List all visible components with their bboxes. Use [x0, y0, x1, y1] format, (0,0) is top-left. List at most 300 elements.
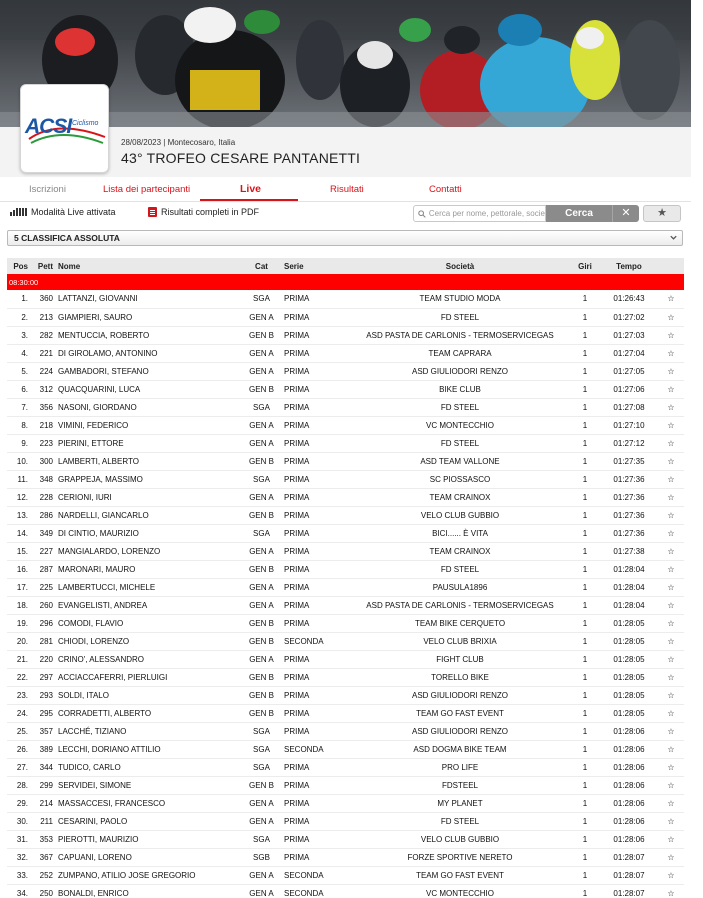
header-societa[interactable]: Società [350, 258, 570, 274]
tab-bar [0, 180, 691, 202]
cell-cat: GEN B [243, 614, 280, 632]
chevron-down-icon [669, 233, 678, 242]
cell-serie: PRIMA [280, 596, 350, 614]
table-row[interactable] [7, 794, 684, 812]
cell-cat: GEN A [243, 866, 280, 884]
cell-pett: 260 [32, 596, 58, 614]
cell-serie: PRIMA [280, 506, 350, 524]
cell-serie: PRIMA [280, 560, 350, 578]
live-mode-label: Modalità Live attivata [31, 207, 116, 217]
cell-nome: DI GIROLAMO, ANTONINO [58, 344, 243, 362]
cell-pos: 24. [7, 704, 32, 722]
live-bars-icon [10, 208, 27, 216]
cell-serie: PRIMA [280, 704, 350, 722]
cell-cat: GEN B [243, 560, 280, 578]
header-pett[interactable]: Pett [32, 258, 58, 274]
favorite-star-icon[interactable]: ☆ [658, 560, 684, 578]
cell-pett: 220 [32, 650, 58, 668]
cell-cat: GEN A [243, 884, 280, 898]
cell-serie: PRIMA [280, 614, 350, 632]
cell-pett: 252 [32, 866, 58, 884]
favorite-star-icon[interactable]: ☆ [658, 470, 684, 488]
cell-pett: 356 [32, 398, 58, 416]
cell-serie: PRIMA [280, 542, 350, 560]
favorite-star-icon[interactable]: ☆ [658, 614, 684, 632]
favorite-star-icon[interactable]: ☆ [658, 380, 684, 398]
cell-societa: FD STEEL [350, 398, 570, 416]
cell-tempo: 01:28:06 [600, 812, 658, 830]
cell-nome: ZUMPANO, ATILIO JOSE GREGORIO [58, 866, 243, 884]
cell-societa: PRO LIFE [350, 758, 570, 776]
cell-tempo: 01:27:36 [600, 524, 658, 542]
cell-giri: 1 [570, 812, 600, 830]
cell-pos: 34. [7, 884, 32, 898]
cell-tempo: 01:28:06 [600, 758, 658, 776]
cell-nome: COMODI, FLAVIO [58, 614, 243, 632]
cell-serie: PRIMA [280, 668, 350, 686]
favorite-star-icon[interactable]: ☆ [658, 308, 684, 326]
favorite-star-icon[interactable]: ☆ [658, 704, 684, 722]
cell-pos: 31. [7, 830, 32, 848]
cell-tempo: 01:27:38 [600, 542, 658, 560]
cell-giri: 1 [570, 776, 600, 794]
table-row[interactable] [7, 524, 684, 542]
cell-pos: 21. [7, 650, 32, 668]
cell-giri: 1 [570, 848, 600, 866]
favorite-star-icon[interactable]: ☆ [658, 776, 684, 794]
cell-serie: PRIMA [280, 326, 350, 344]
cell-nome: CHIODI, LORENZO [58, 632, 243, 650]
cell-societa: TEAM STUDIO MODA [350, 290, 570, 308]
table-row[interactable] [7, 722, 684, 740]
cell-serie: SECONDA [280, 884, 350, 898]
cell-pett: 286 [32, 506, 58, 524]
header-giri[interactable]: Giri [570, 258, 600, 274]
cell-pos: 8. [7, 416, 32, 434]
cell-tempo: 01:28:05 [600, 668, 658, 686]
table-row[interactable] [7, 740, 684, 758]
cell-serie: PRIMA [280, 434, 350, 452]
cell-pos: 3. [7, 326, 32, 344]
cell-giri: 1 [570, 416, 600, 434]
cell-tempo: 01:28:07 [600, 866, 658, 884]
cell-pett: 389 [32, 740, 58, 758]
cell-nome: LAMBERTUCCI, MICHELE [58, 578, 243, 596]
tab-lista-partecipanti[interactable]: Lista dei partecipanti [103, 184, 191, 195]
cell-giri: 1 [570, 344, 600, 362]
cell-pos: 29. [7, 794, 32, 812]
cell-cat: SGA [243, 740, 280, 758]
cell-giri: 1 [570, 614, 600, 632]
table-row[interactable] [7, 848, 684, 866]
cell-pos: 20. [7, 632, 32, 650]
cell-tempo: 01:26:43 [600, 290, 658, 308]
cell-cat: SGA [243, 470, 280, 488]
cell-societa: FD STEEL [350, 308, 570, 326]
cell-giri: 1 [570, 686, 600, 704]
cell-serie: PRIMA [280, 452, 350, 470]
cell-serie: PRIMA [280, 470, 350, 488]
cell-pett: 224 [32, 362, 58, 380]
favorite-star-icon[interactable]: ☆ [658, 866, 684, 884]
table-row[interactable] [7, 866, 684, 884]
cell-nome: LECCHI, DORIANO ATTILIO [58, 740, 243, 758]
cell-cat: GEN B [243, 686, 280, 704]
table-row[interactable] [7, 362, 684, 380]
cell-societa: MY PLANET [350, 794, 570, 812]
favorite-star-icon[interactable]: ☆ [658, 722, 684, 740]
start-time-label: 08:30:00 [7, 274, 684, 290]
cell-pos: 12. [7, 488, 32, 506]
live-mode-toggle[interactable] [10, 207, 116, 217]
cell-giri: 1 [570, 326, 600, 344]
table-row[interactable] [7, 758, 684, 776]
favorite-star-icon[interactable]: ☆ [658, 290, 684, 308]
cell-cat: GEN B [243, 704, 280, 722]
cell-giri: 1 [570, 794, 600, 812]
cell-cat: SGA [243, 398, 280, 416]
table-row[interactable] [7, 596, 684, 614]
cell-societa: TEAM BIKE CERQUETO [350, 614, 570, 632]
header-serie[interactable]: Serie [280, 258, 350, 274]
table-row[interactable] [7, 812, 684, 830]
cell-pos: 22. [7, 668, 32, 686]
cell-giri: 1 [570, 524, 600, 542]
cell-societa: BIKE CLUB [350, 380, 570, 398]
cell-nome: MENTUCCIA, ROBERTO [58, 326, 243, 344]
cell-pett: 213 [32, 308, 58, 326]
header-pos[interactable]: Pos [7, 258, 32, 274]
cell-giri: 1 [570, 632, 600, 650]
cell-cat: GEN A [243, 488, 280, 506]
cell-pos: 4. [7, 344, 32, 362]
favorite-star-icon[interactable]: ☆ [658, 434, 684, 452]
table-row[interactable] [7, 290, 684, 308]
cell-serie: PRIMA [280, 344, 350, 362]
cell-cat: GEN A [243, 596, 280, 614]
favorite-star-icon[interactable]: ☆ [658, 884, 684, 898]
cell-giri: 1 [570, 866, 600, 884]
start-group-row [7, 274, 684, 290]
cell-cat: SGA [243, 758, 280, 776]
cell-societa: FD STEEL [350, 434, 570, 452]
cell-giri: 1 [570, 650, 600, 668]
favorite-star-icon[interactable]: ☆ [658, 524, 684, 542]
cell-pett: 223 [32, 434, 58, 452]
cell-pos: 9. [7, 434, 32, 452]
favorite-star-icon[interactable]: ☆ [658, 794, 684, 812]
pdf-link-label: Risultati completi in PDF [161, 207, 260, 217]
favorite-star-icon[interactable]: ☆ [658, 632, 684, 650]
clear-search-button[interactable]: ✕ [612, 205, 639, 222]
table-row[interactable] [7, 452, 684, 470]
cell-tempo: 01:28:05 [600, 686, 658, 704]
cell-pett: 357 [32, 722, 58, 740]
cell-tempo: 01:27:08 [600, 398, 658, 416]
cell-societa: ASD PASTA DE CARLONIS - TERMOSERVICEGAS [350, 596, 570, 614]
tab-live[interactable]: Live [240, 183, 262, 195]
cell-nome: LATTANZI, GIOVANNI [58, 290, 243, 308]
cell-serie: SECONDA [280, 866, 350, 884]
cell-nome: SERVIDEI, SIMONE [58, 776, 243, 794]
event-date-location: 28/08/2023 | Montecosaro, Italia [121, 138, 236, 147]
cell-tempo: 01:27:36 [600, 506, 658, 524]
cell-nome: SOLDI, ITALO [58, 686, 243, 704]
cell-pos: 26. [7, 740, 32, 758]
header-cat[interactable]: Cat [243, 258, 280, 274]
cell-tempo: 01:28:06 [600, 740, 658, 758]
cell-giri: 1 [570, 560, 600, 578]
cell-societa: VC MONTECCHIO [350, 884, 570, 898]
cell-nome: CAPUANI, LORENO [58, 848, 243, 866]
cell-nome: MANGIALARDO, LORENZO [58, 542, 243, 560]
cell-tempo: 01:28:05 [600, 632, 658, 650]
cell-pos: 7. [7, 398, 32, 416]
cell-pos: 11. [7, 470, 32, 488]
cell-giri: 1 [570, 578, 600, 596]
cell-societa: FD STEEL [350, 812, 570, 830]
classifica-select[interactable] [7, 230, 683, 246]
cell-pos: 33. [7, 866, 32, 884]
cell-pett: 353 [32, 830, 58, 848]
cell-pett: 295 [32, 704, 58, 722]
cell-pett: 225 [32, 578, 58, 596]
cell-pos: 28. [7, 776, 32, 794]
cell-tempo: 01:27:36 [600, 488, 658, 506]
cell-serie: PRIMA [280, 650, 350, 668]
cell-tempo: 01:27:10 [600, 416, 658, 434]
cell-tempo: 01:28:05 [600, 614, 658, 632]
favorite-star-icon[interactable]: ☆ [658, 542, 684, 560]
cell-giri: 1 [570, 434, 600, 452]
cell-cat: GEN B [243, 326, 280, 344]
cell-pett: 214 [32, 794, 58, 812]
table-header-row [7, 258, 684, 274]
cell-societa: VELO CLUB GUBBIO [350, 506, 570, 524]
cell-serie: PRIMA [280, 794, 350, 812]
cell-cat: GEN A [243, 344, 280, 362]
event-title: 43° TROFEO CESARE PANTANETTI [121, 150, 361, 166]
cell-nome: QUACQUARINI, LUCA [58, 380, 243, 398]
cell-giri: 1 [570, 884, 600, 898]
cell-societa: FDSTEEL [350, 776, 570, 794]
cell-serie: PRIMA [280, 416, 350, 434]
cell-societa: ASD TEAM VALLONE [350, 452, 570, 470]
favorite-star-icon[interactable]: ☆ [658, 812, 684, 830]
cell-cat: GEN B [243, 380, 280, 398]
cell-tempo: 01:27:06 [600, 380, 658, 398]
favorite-star-icon[interactable]: ☆ [658, 398, 684, 416]
table-row[interactable] [7, 416, 684, 434]
cell-pos: 23. [7, 686, 32, 704]
cell-societa: FD STEEL [350, 560, 570, 578]
cell-tempo: 01:28:07 [600, 884, 658, 898]
cell-societa: VELO CLUB GUBBIO [350, 830, 570, 848]
cell-serie: PRIMA [280, 776, 350, 794]
search-button[interactable]: Cerca [546, 205, 612, 222]
cell-pos: 30. [7, 812, 32, 830]
cell-nome: MASSACCESI, FRANCESCO [58, 794, 243, 812]
favorite-star-icon[interactable]: ☆ [658, 326, 684, 344]
cell-societa: PAUSULA1896 [350, 578, 570, 596]
cell-pos: 16. [7, 560, 32, 578]
table-row[interactable] [7, 326, 684, 344]
cell-cat: GEN A [243, 794, 280, 812]
table-row[interactable] [7, 704, 684, 722]
logo-text: ACSI [25, 115, 72, 138]
cell-giri: 1 [570, 308, 600, 326]
table-row[interactable] [7, 686, 684, 704]
cell-societa: TEAM CRAINOX [350, 488, 570, 506]
cell-pos: 17. [7, 578, 32, 596]
cell-serie: PRIMA [280, 758, 350, 776]
cell-pett: 228 [32, 488, 58, 506]
table-row[interactable] [7, 884, 684, 898]
cell-nome: PIERINI, ETTORE [58, 434, 243, 452]
header-tempo[interactable]: Tempo [600, 258, 658, 274]
table-row[interactable] [7, 344, 684, 362]
acsi-logo[interactable] [20, 84, 109, 173]
cell-pett: 312 [32, 380, 58, 398]
favorite-star-icon[interactable]: ☆ [658, 578, 684, 596]
favorite-star-icon[interactable]: ☆ [658, 686, 684, 704]
cell-giri: 1 [570, 704, 600, 722]
favorite-star-icon[interactable]: ☆ [658, 596, 684, 614]
cell-serie: PRIMA [280, 488, 350, 506]
cell-pos: 27. [7, 758, 32, 776]
cell-pos: 13. [7, 506, 32, 524]
cell-nome: DI CINTIO, MAURIZIO [58, 524, 243, 542]
favorite-star-icon[interactable]: ☆ [658, 344, 684, 362]
favorite-star-icon[interactable]: ☆ [658, 416, 684, 434]
cell-societa: TEAM CAPRARA [350, 344, 570, 362]
header-star [658, 258, 684, 274]
favorite-star-icon[interactable]: ☆ [658, 830, 684, 848]
pdf-icon [148, 207, 157, 217]
favorite-star-icon[interactable]: ☆ [658, 758, 684, 776]
table-row[interactable] [7, 380, 684, 398]
cell-serie: PRIMA [280, 722, 350, 740]
cell-giri: 1 [570, 668, 600, 686]
results-table [7, 258, 684, 898]
cell-pett: 348 [32, 470, 58, 488]
table-row[interactable] [7, 470, 684, 488]
cell-pett: 293 [32, 686, 58, 704]
cell-tempo: 01:27:02 [600, 308, 658, 326]
cell-societa: ASD DOGMA BIKE TEAM [350, 740, 570, 758]
search-box [413, 205, 546, 222]
cell-tempo: 01:27:03 [600, 326, 658, 344]
cell-nome: GIAMPIERI, SAURO [58, 308, 243, 326]
cell-cat: SGA [243, 290, 280, 308]
logo-subtext: Ciclismo [72, 120, 99, 127]
table-row[interactable] [7, 308, 684, 326]
favorite-star-icon[interactable]: ☆ [658, 488, 684, 506]
cell-pos: 5. [7, 362, 32, 380]
cell-pett: 299 [32, 776, 58, 794]
favorite-star-icon[interactable]: ☆ [658, 848, 684, 866]
cell-cat: GEN B [243, 506, 280, 524]
page-margin [691, 0, 703, 898]
favorite-star-icon[interactable]: ☆ [658, 740, 684, 758]
table-row[interactable] [7, 434, 684, 452]
cell-tempo: 01:28:04 [600, 578, 658, 596]
table-row[interactable] [7, 398, 684, 416]
cell-giri: 1 [570, 488, 600, 506]
table-row[interactable] [7, 668, 684, 686]
favorite-star-icon[interactable]: ☆ [658, 668, 684, 686]
search-input[interactable] [429, 209, 545, 218]
cell-giri: 1 [570, 380, 600, 398]
cell-serie: PRIMA [280, 830, 350, 848]
favorite-star-icon[interactable]: ☆ [658, 452, 684, 470]
table-row[interactable] [7, 632, 684, 650]
cell-tempo: 01:28:04 [600, 596, 658, 614]
cell-cat: SGA [243, 524, 280, 542]
cell-serie: PRIMA [280, 398, 350, 416]
cell-societa: TEAM GO FAST EVENT [350, 704, 570, 722]
cell-giri: 1 [570, 470, 600, 488]
table-row[interactable] [7, 560, 684, 578]
cell-nome: CERIONI, IURI [58, 488, 243, 506]
cell-societa: FORZE SPORTIVE NERETO [350, 848, 570, 866]
header-nome[interactable]: Nome [58, 258, 243, 274]
cell-pett: 281 [32, 632, 58, 650]
cell-serie: SECONDA [280, 740, 350, 758]
cell-serie: PRIMA [280, 362, 350, 380]
cell-cat: SGB [243, 848, 280, 866]
cell-cat: GEN B [243, 776, 280, 794]
table-row[interactable] [7, 488, 684, 506]
cell-pett: 211 [32, 812, 58, 830]
favorite-star-icon[interactable]: ☆ [658, 506, 684, 524]
table-row[interactable] [7, 578, 684, 596]
cell-giri: 1 [570, 722, 600, 740]
cell-tempo: 01:27:04 [600, 344, 658, 362]
cell-giri: 1 [570, 830, 600, 848]
cell-societa: TORELLO BIKE [350, 668, 570, 686]
cell-cat: GEN B [243, 632, 280, 650]
table-row[interactable] [7, 542, 684, 560]
table-row[interactable] [7, 776, 684, 794]
tab-contatti[interactable]: Contatti [429, 184, 462, 195]
table-row[interactable] [7, 830, 684, 848]
table-row[interactable] [7, 614, 684, 632]
cell-pett: 360 [32, 290, 58, 308]
cell-giri: 1 [570, 362, 600, 380]
table-row[interactable] [7, 650, 684, 668]
cell-nome: NASONI, GIORDANO [58, 398, 243, 416]
cell-serie: PRIMA [280, 686, 350, 704]
tab-risultati[interactable]: Risultati [330, 184, 364, 195]
tab-iscrizioni[interactable]: Iscrizioni [29, 184, 66, 195]
cell-pos: 14. [7, 524, 32, 542]
table-row[interactable] [7, 506, 684, 524]
cell-nome: ACCIACCAFERRI, PIERLUIGI [58, 668, 243, 686]
cell-pos: 18. [7, 596, 32, 614]
cell-serie: PRIMA [280, 848, 350, 866]
cell-pett: 250 [32, 884, 58, 898]
pdf-results-link[interactable] [148, 207, 259, 217]
cell-pos: 19. [7, 614, 32, 632]
cell-serie: PRIMA [280, 524, 350, 542]
favorites-star-button[interactable]: ★ [643, 205, 681, 222]
cell-pos: 32. [7, 848, 32, 866]
favorite-star-icon[interactable]: ☆ [658, 362, 684, 380]
cell-societa: FIGHT CLUB [350, 650, 570, 668]
cell-cat: GEN A [243, 362, 280, 380]
favorite-star-icon[interactable]: ☆ [658, 650, 684, 668]
